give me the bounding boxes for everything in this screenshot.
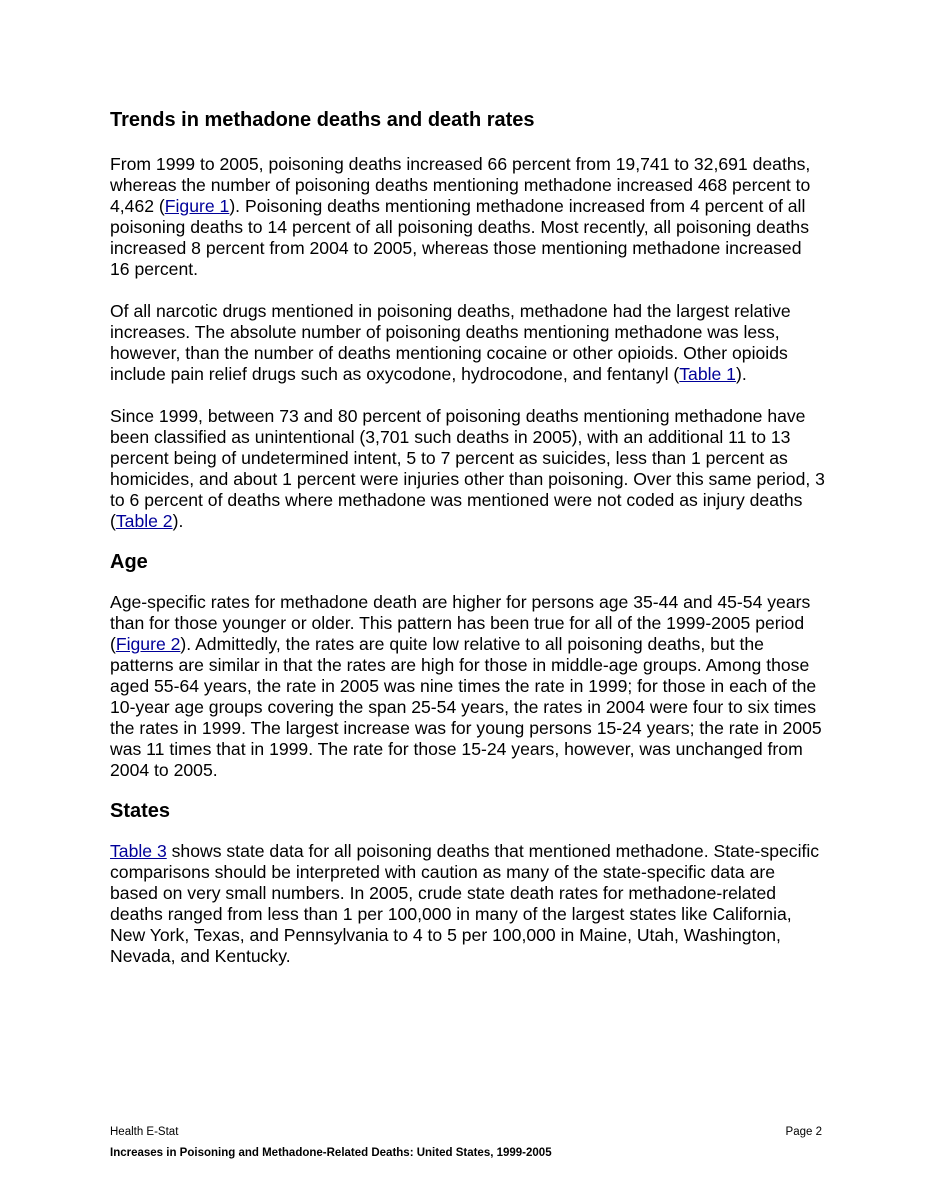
paragraph-text: ). Poisoning deaths mentioning methadone increased from 4 percent of all poisoning deaths to 14 percent of all poisoning deaths. Most recently, all poisoning deaths increased 8 percent from 2004 to 2005, whereas those mentioning methadone increased 16 percent.: [110, 196, 809, 279]
table-1-link[interactable]: Table 1: [679, 364, 736, 384]
paragraph-text: shows state data for all poisoning deaths that mentioned methadone. State-specific comparisons should be interpreted with caution as many of the state-specific data are based on very small numbers. In 2005, crude state death rates for methadone-related deaths ranged from less than 1 per 100,000 in many of the largest states like California, New York, Texas, and Pennsylvania to 4 to 5 per 100,000 in Maine, Utah, Washington, Nevada, and Kentucky.: [110, 841, 820, 966]
document-body: [110, 108, 825, 967]
figure-2-link[interactable]: Figure 2: [115, 634, 181, 654]
table-3-link[interactable]: Table 3: [110, 841, 167, 861]
paragraph-text: From 1999 to 2005, poisoning deaths increased 66 percent from 19,741 to 32,691 deaths, whereas the number of poisoning deaths mentioning methadone increased 468 percent to 4,462 (: [110, 154, 811, 216]
footer-title: Increases in Poisoning and Methadone-Related Deaths: United States, 1999-2005: [110, 1147, 552, 1159]
footer-publication: Health E-Stat: [110, 1126, 179, 1138]
paragraph-text: Of all narcotic drugs mentioned in poisoning deaths, methadone had the largest relative increases. The absolute number of poisoning deaths mentioning methadone was less, however, than the number of deaths mentioning cocaine or other opioids. Other opioids include pain relief drugs such as oxycodone, hydrocodone, and fentanyl (: [110, 301, 791, 384]
figure-1-link[interactable]: Figure 1: [164, 196, 230, 216]
paragraph-trends-3: [110, 406, 825, 532]
section-heading-states: States: [110, 800, 171, 822]
paragraph-text: ).: [735, 364, 747, 384]
paragraph-text: Since 1999, between 73 and 80 percent of poisoning deaths mentioning methadone have been classified as unintentional (3,701 such deaths in 2005), with an additional 11 to 13 percent being of undetermined intent, 5 to 7 percent as suicides, less than 1 percent as homicides, and about 1 percent were injuries other than poisoning. Over this same period, 3 to 6 percent of deaths where methadone was mentioned were not coded as injury deaths (: [110, 406, 825, 531]
paragraph-states: [110, 841, 825, 967]
paragraph-text: Age-specific rates for methadone death are higher for persons age 35-44 and 45-54 years than for those younger or older. This pattern has been true for all of the 1999-2005 period (: [110, 592, 811, 654]
table-2-link[interactable]: Table 2: [115, 511, 173, 531]
paragraph-text: ).: [172, 511, 184, 531]
section-heading-trends: Trends in methadone deaths and death rates: [110, 109, 535, 131]
paragraph-trends-1: [110, 154, 825, 280]
section-heading-age: Age: [110, 551, 148, 573]
paragraph-text: ). Admittedly, the rates are quite low relative to all poisoning deaths, but the patterns are similar in that the rates are high for those in middle-age groups. Among those aged 55-64 years, the rate in 2005 was nine times the rate in 1999; for those in each of the 10-year age groups covering the span 25-54 years, the rates in 2004 were four to six times the rates in 1999. The largest increase was for young persons 15-24 years; the rate in 2005 was 11 times that in 1999. The rate for those 15-24 years, however, was unchanged from 2004 to 2005.: [110, 634, 822, 780]
page-footer: [110, 1125, 822, 1139]
footer-page-number: Page 2: [785, 1126, 822, 1138]
paragraph-trends-2: [110, 301, 825, 385]
paragraph-age: [110, 592, 825, 781]
